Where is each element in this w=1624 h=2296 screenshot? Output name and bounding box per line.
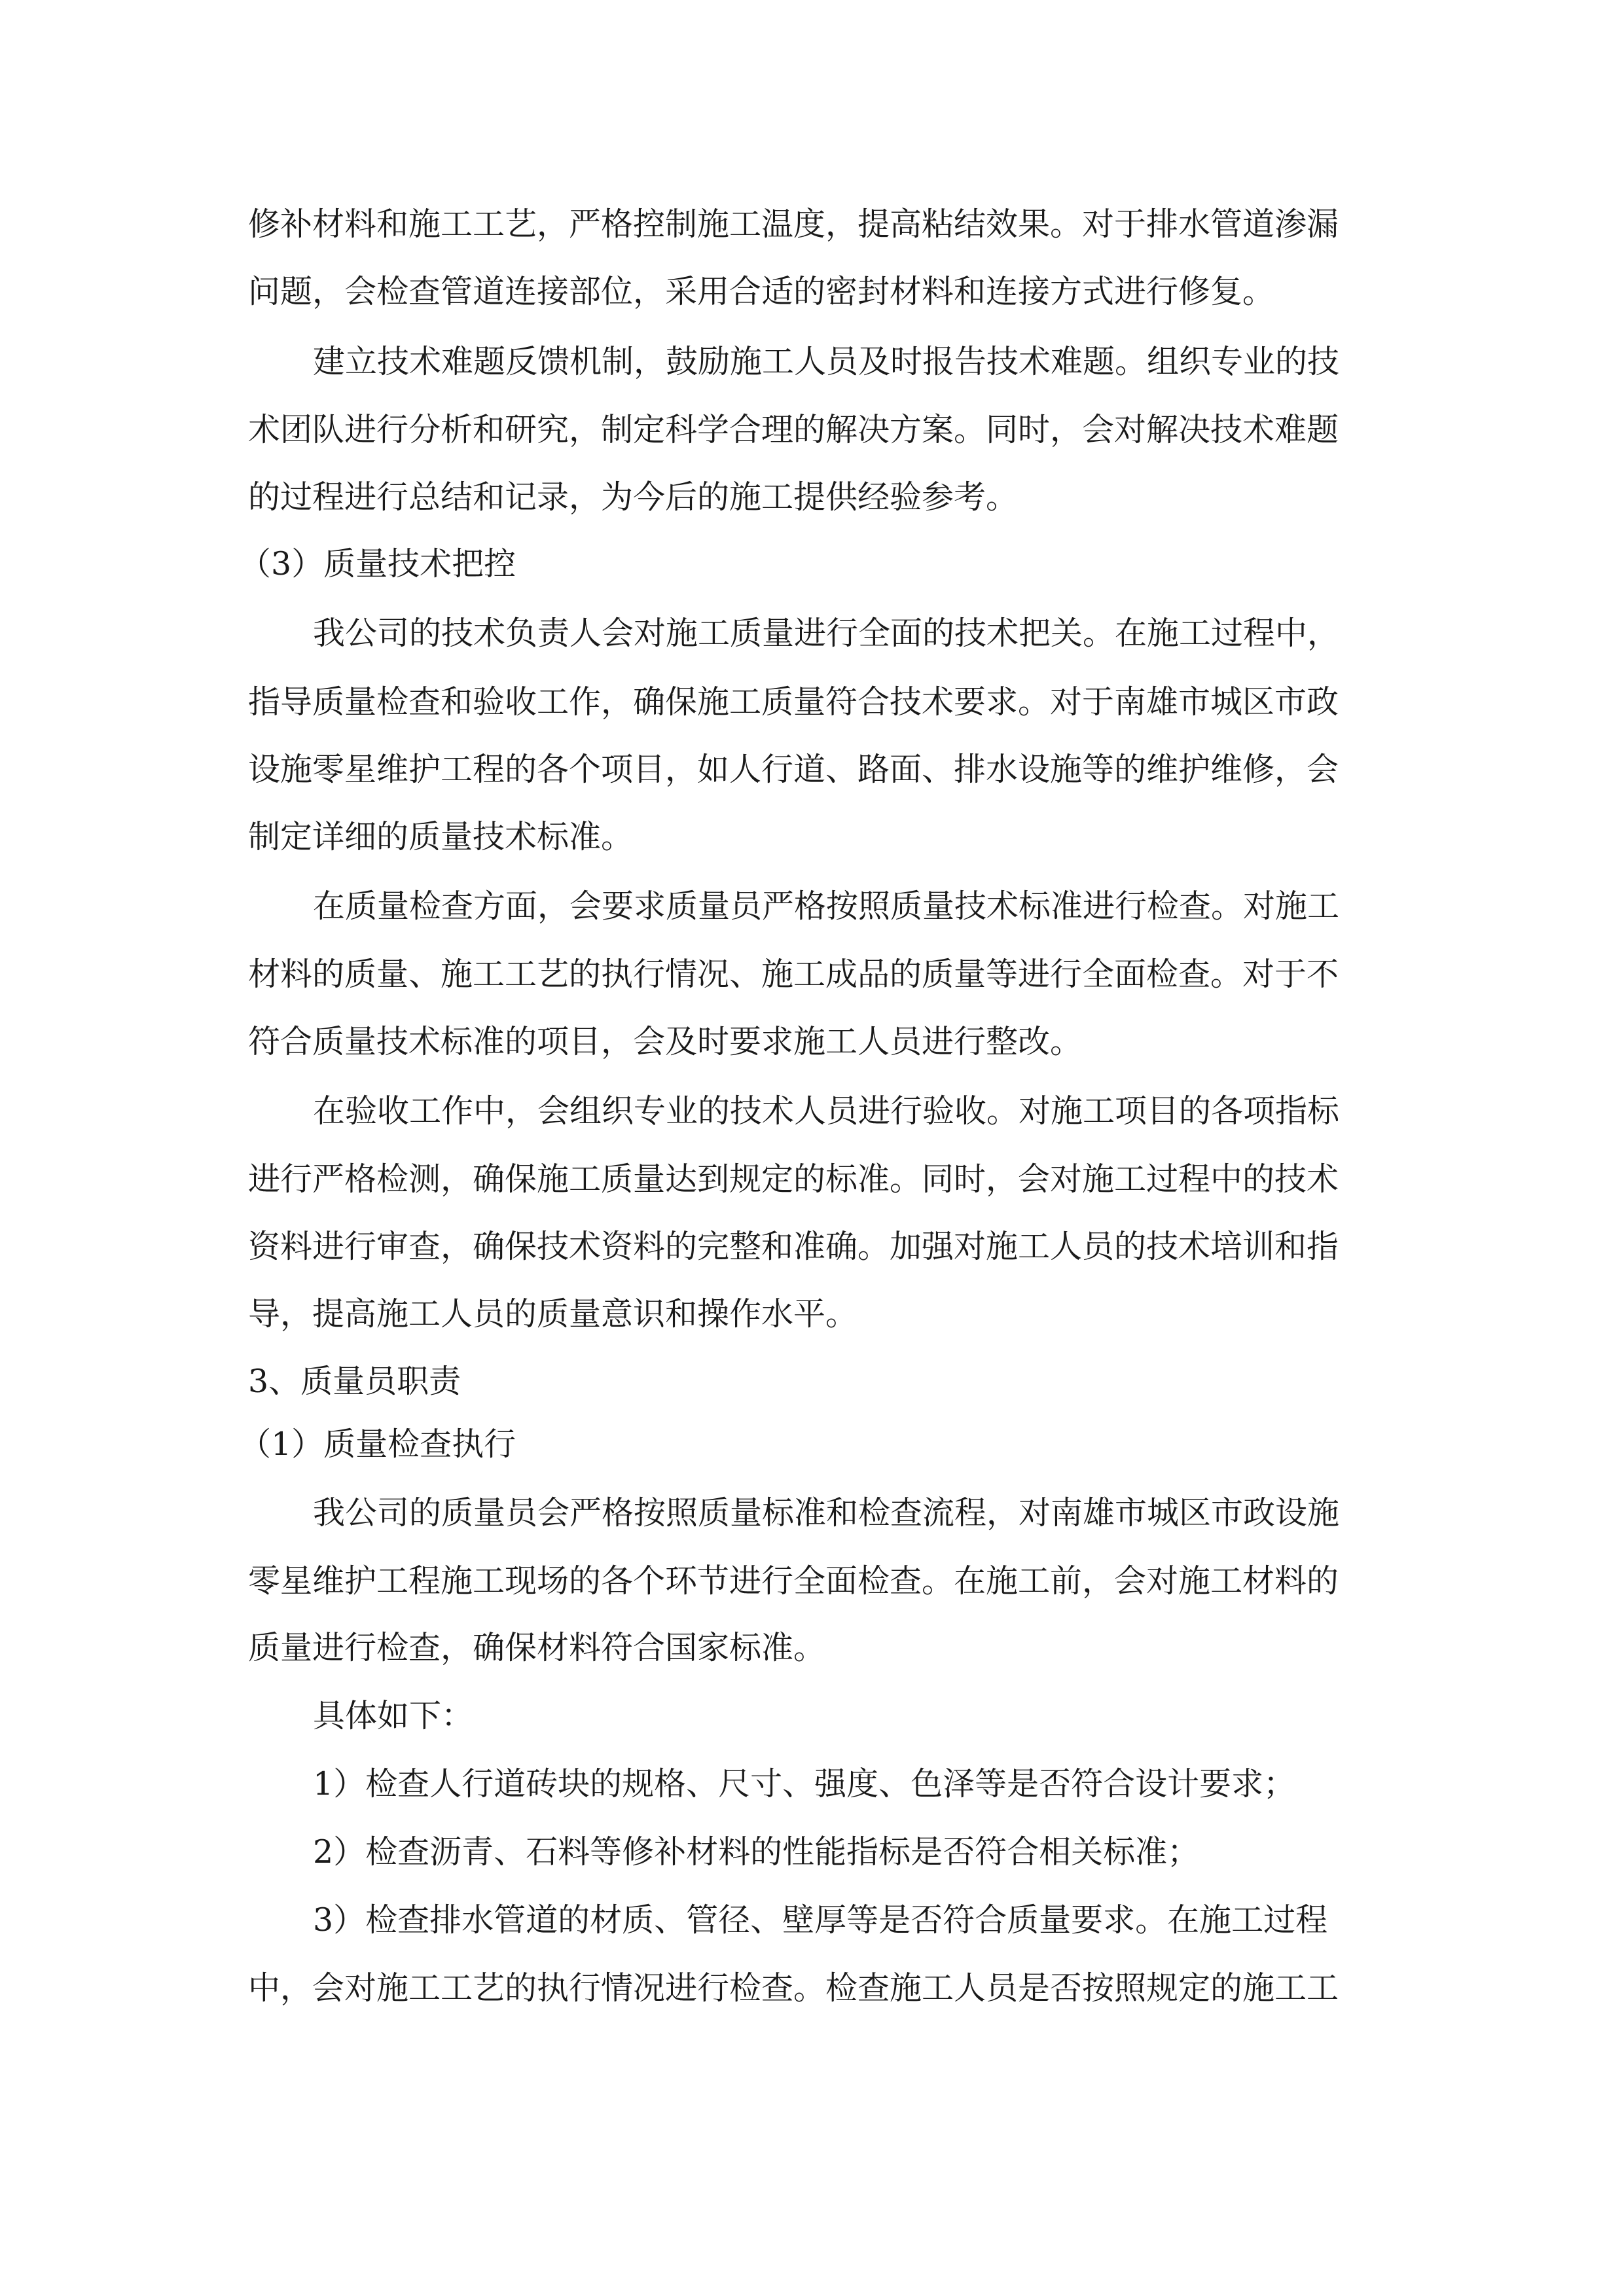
- text-line: 进行严格检测，确保施工质量达到规定的标准。同时，会对施工过程中的技术: [248, 1160, 1339, 1198]
- text-line: 资料进行审查，确保技术资料的完整和准确。加强对施工人员的技术培训和指: [248, 1228, 1339, 1265]
- text-line: 符合质量技术标准的项目，会及时要求施工人员进行整改。: [248, 1023, 1083, 1060]
- text-line: 零星维护工程施工现场的各个环节进行全面检查。在施工前，会对施工材料的: [248, 1562, 1339, 1600]
- subsection-heading: （1）质量检查执行: [239, 1426, 516, 1463]
- section-heading: 3、质量员职责: [248, 1363, 461, 1400]
- text-line: 问题，会检查管道连接部位，采用合适的密封材料和连接方式进行修复。: [248, 273, 1275, 310]
- paragraph-first-line: 在验收工作中，会组织专业的技术人员进行验收。对施工项目的各项指标: [313, 1092, 1340, 1130]
- text-line: 制定详细的质量技术标准。: [248, 818, 634, 855]
- text-line: 设施零星维护工程的各个项目，如人行道、路面、排水设施等的维护维修，会: [248, 751, 1339, 788]
- text-line: 的过程进行总结和记录，为今后的施工提供经验参考。: [248, 478, 1019, 516]
- paragraph-first-line: 我公司的技术负责人会对施工质量进行全面的技术把关。在施工过程中，: [313, 615, 1340, 652]
- list-item: 3）检查排水管道的材质、管径、壁厚等是否符合质量要求。在施工过程: [313, 1901, 1328, 1939]
- list-item: 1）检查人行道砖块的规格、尺寸、强度、色泽等是否符合设计要求；: [313, 1765, 1296, 1803]
- text-line: 中，会对施工工艺的执行情况进行检查。检查施工人员是否按照规定的施工工: [248, 1969, 1339, 2007]
- text-line: 材料的质量、施工工艺的执行情况、施工成品的质量等进行全面检查。对于不: [248, 956, 1339, 993]
- text-line: 术团队进行分析和研究，制定科学合理的解决方案。同时，会对解决技术难题: [248, 411, 1339, 448]
- text-line: 导，提高施工人员的质量意识和操作水平。: [248, 1295, 858, 1333]
- paragraph-first-line: 具体如下：: [313, 1697, 474, 1734]
- text-line: 质量进行检查，确保材料符合国家标准。: [248, 1629, 826, 1666]
- text-line: 指导质量检查和验收工作，确保施工质量符合技术要求。对于南雄市城区市政: [248, 683, 1339, 721]
- subsection-heading: （3）质量技术把控: [239, 545, 516, 583]
- list-item: 2）检查沥青、石料等修补材料的性能指标是否符合相关标准；: [313, 1833, 1200, 1871]
- paragraph-first-line: 我公司的质量员会严格按照质量标准和检查流程，对南雄市城区市政设施: [313, 1494, 1340, 1532]
- text-line: 修补材料和施工工艺，严格控制施工温度，提高粘结效果。对于排水管道渗漏: [248, 206, 1339, 243]
- paragraph-first-line: 在质量检查方面，会要求质量员严格按照质量技术标准进行检查。对施工: [313, 888, 1340, 925]
- paragraph-first-line: 建立技术难题反馈机制，鼓励施工人员及时报告技术难题。组织专业的技: [313, 343, 1340, 380]
